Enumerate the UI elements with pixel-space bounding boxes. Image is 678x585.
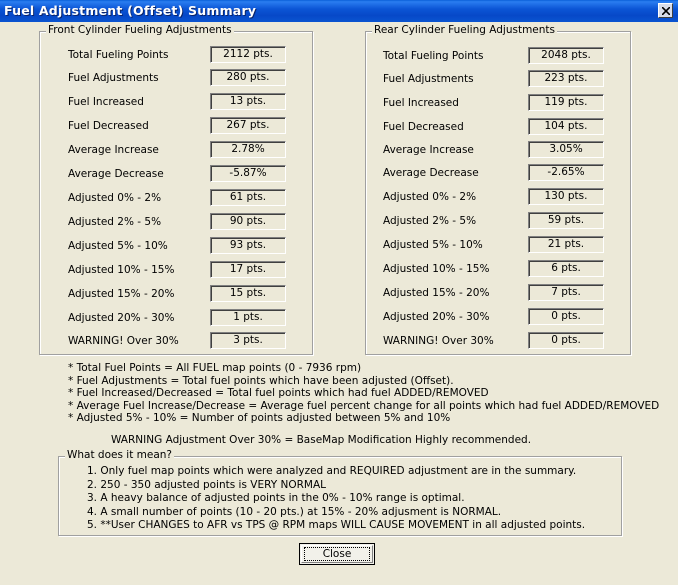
front-row-label: Fuel Decreased <box>68 120 149 132</box>
front-row-label: WARNING! Over 30% <box>68 335 179 347</box>
front-row-value: 2.78% <box>210 141 286 158</box>
footnote: * Average Fuel Increase/Decrease = Average fuel percent change for all points which had fuel ADDED/REMOVED <box>68 399 660 412</box>
rear-row-value: 223 pts. <box>528 70 604 87</box>
rear-row-value: 130 pts. <box>528 188 604 205</box>
front-row-label: Adjusted 2% - 5% <box>68 216 162 228</box>
footnote: * Fuel Adjustments = Total fuel points which have been adjusted (Offset). <box>68 374 454 387</box>
rear-row-label: Total Fueling Points <box>383 50 484 62</box>
front-row-label: Fuel Increased <box>68 96 144 108</box>
front-row-value: 93 pts. <box>210 237 286 254</box>
rear-row-label: Adjusted 2% - 5% <box>383 215 477 227</box>
rear-row-value: -2.65% <box>528 164 604 181</box>
rear-row-value: 0 pts. <box>528 332 604 349</box>
front-row-value: 3 pts. <box>210 332 286 349</box>
front-row-value: -5.87% <box>210 165 286 182</box>
explain-item: 4. A small number of points (10 - 20 pts.) at 15% - 20% adjusment is NORMAL. <box>87 505 502 518</box>
footnote: * Fuel Increased/Decreased = Total fuel points which had fuel ADDED/REMOVED <box>68 387 489 399</box>
rear-row-value: 0 pts. <box>528 308 604 325</box>
front-row-label: Adjusted 0% - 2% <box>68 192 162 204</box>
front-row-label: Adjusted 5% - 10% <box>68 240 168 252</box>
rear-row-value: 21 pts. <box>528 236 604 253</box>
rear-row-label: Adjusted 20% - 30% <box>383 311 490 323</box>
front-row-label: Average Decrease <box>68 168 164 180</box>
title-bar <box>0 0 678 22</box>
rear-row-label: Average Increase <box>383 144 474 156</box>
footnote: * Adjusted 5% - 10% = Number of points adjusted between 5% and 10% <box>68 412 451 424</box>
rear-row-label: Adjusted 15% - 20% <box>383 287 490 299</box>
front-row-label: Adjusted 15% - 20% <box>68 288 175 300</box>
front-row-value: 267 pts. <box>210 117 286 134</box>
rear-group-title: Rear Cylinder Fueling Adjustments <box>374 24 556 36</box>
front-row-label: Adjusted 10% - 15% <box>68 264 175 276</box>
window-title: Fuel Adjustment (Offset) Summary <box>4 3 257 18</box>
rear-row-value: 59 pts. <box>528 212 604 229</box>
explain-item: 1. Only fuel map points which were analyzed and REQUIRED adjustment are in the summary. <box>87 465 577 477</box>
rear-row-label: Adjusted 10% - 15% <box>383 263 490 275</box>
rear-row-label: Fuel Adjustments <box>383 73 474 85</box>
explain-item: 5. **User CHANGES to AFR vs TPS @ RPM maps WILL CAUSE MOVEMENT in all adjusted points. <box>87 519 586 531</box>
front-row-value: 1 pts. <box>210 309 286 326</box>
focus-rect <box>304 547 370 561</box>
close-button-label: Close <box>322 548 352 560</box>
rear-row-label: Fuel Increased <box>383 97 459 109</box>
front-row-value: 2112 pts. <box>210 46 286 63</box>
rear-row-value: 7 pts. <box>528 284 604 301</box>
front-row-value: 15 pts. <box>210 285 286 302</box>
footnote: * Total Fuel Points = All FUEL map points (0 - 7936 rpm) <box>68 362 362 374</box>
rear-row-label: WARNING! Over 30% <box>383 335 494 347</box>
front-row-value: 17 pts. <box>210 261 286 278</box>
front-row-label: Average Increase <box>68 144 159 156</box>
rear-row-label: Adjusted 5% - 10% <box>383 239 483 251</box>
rear-row-value: 6 pts. <box>528 260 604 277</box>
explain-item: 2. 250 - 350 adjusted points is VERY NORMAL <box>87 478 326 491</box>
rear-row-value: 119 pts. <box>528 94 604 111</box>
rear-row-value: 104 pts. <box>528 118 604 135</box>
front-row-value: 13 pts. <box>210 93 286 110</box>
rear-row-label: Fuel Decreased <box>383 121 464 133</box>
close-window-button[interactable] <box>658 3 673 18</box>
close-button[interactable] <box>299 543 375 565</box>
close-icon <box>662 7 670 15</box>
front-group-title: Front Cylinder Fueling Adjustments <box>48 24 232 36</box>
rear-row-label: Adjusted 0% - 2% <box>383 191 477 203</box>
rear-row-value: 3.05% <box>528 141 604 158</box>
front-row-value: 61 pts. <box>210 189 286 206</box>
explain-group-title: What does it mean? <box>67 449 173 461</box>
explain-item: 3. A heavy balance of adjusted points in the 0% - 10% range is optimal. <box>87 492 465 504</box>
front-row-label: Total Fueling Points <box>68 49 169 61</box>
rear-row-value: 2048 pts. <box>528 47 604 64</box>
front-row-label: Adjusted 20% - 30% <box>68 312 175 324</box>
front-row-label: Fuel Adjustments <box>68 72 159 84</box>
front-row-value: 280 pts. <box>210 69 286 86</box>
front-row-value: 90 pts. <box>210 213 286 230</box>
warning-text: WARNING Adjustment Over 30% = BaseMap Modification Highly recommended. <box>111 434 532 446</box>
rear-row-label: Average Decrease <box>383 167 479 179</box>
